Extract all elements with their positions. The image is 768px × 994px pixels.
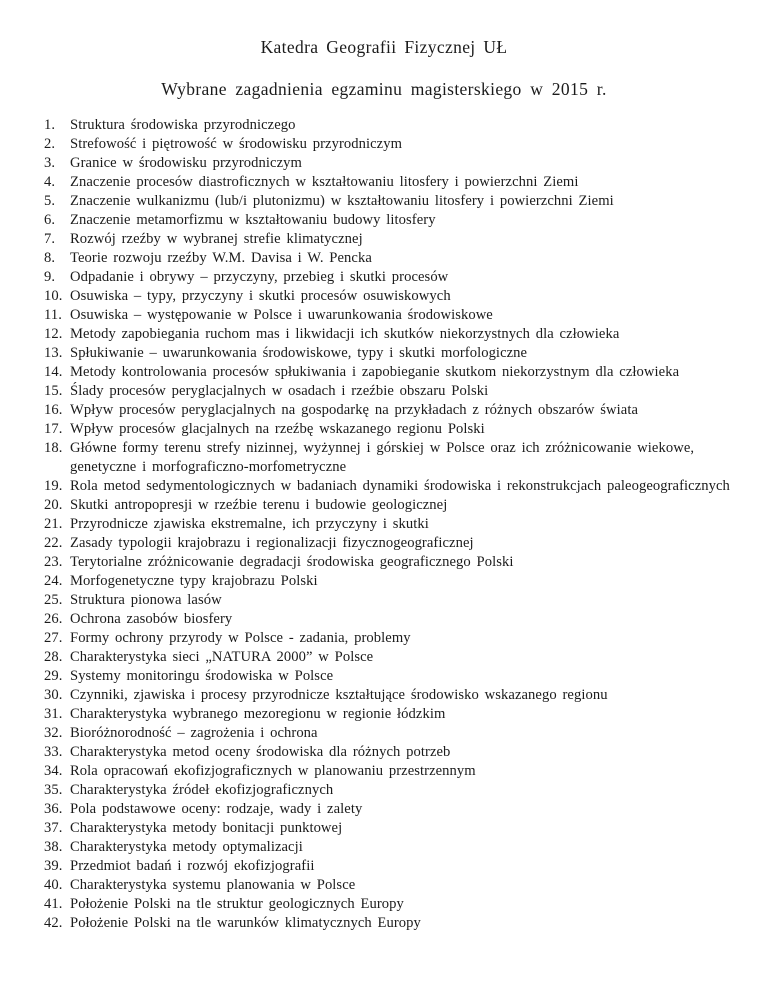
item-number: 13.: [44, 345, 63, 361]
list-item: [44, 762, 742, 781]
list-item: [44, 211, 742, 230]
item-text: Charakterystyka metod oceny środowiska dla różnych potrzeb: [70, 744, 451, 760]
list-item: [44, 724, 742, 743]
item-text: Charakterystyka wybranego mezoregionu w regionie łódzkim: [70, 706, 446, 722]
item-text: Przyrodnicze zjawiska ekstremalne, ich przyczyny i skutki: [70, 516, 429, 532]
item-text: Charakterystyka systemu planowania w Polsce: [70, 877, 356, 893]
item-number: 17.: [44, 421, 63, 437]
item-text: Ochrona zasobów biosfery: [70, 611, 233, 627]
list-item: [44, 857, 742, 876]
item-text: Czynniki, zjawiska i procesy przyrodnicze kształtujące środowisko wskazanego regionu: [70, 687, 608, 703]
item-text: Strefowość i piętrowość w środowisku przyrodniczym: [70, 136, 403, 152]
item-text: Przedmiot badań i rozwój ekofizjografii: [70, 858, 315, 874]
list-item: [44, 876, 742, 895]
item-number: 37.: [44, 820, 63, 836]
list-item: [44, 667, 742, 686]
item-number: 30.: [44, 687, 63, 703]
item-text: Wpływ procesów glacjalnych na rzeźbę wskazanego regionu Polski: [70, 421, 485, 437]
list-item: [44, 401, 742, 420]
item-number: 42.: [44, 915, 63, 931]
list-item: [44, 382, 742, 401]
list-item: [44, 420, 742, 439]
item-text: Odpadanie i obrywy – przyczyny, przebieg i skutki procesów: [70, 269, 449, 285]
item-text: Rola opracowań ekofizjograficznych w planowaniu przestrzennym: [70, 763, 476, 779]
item-number: 38.: [44, 839, 63, 855]
item-number: 36.: [44, 801, 63, 817]
list-item: [44, 268, 742, 287]
item-number: 14.: [44, 364, 63, 380]
item-text: Położenie Polski na tle warunków klimatycznych Europy: [70, 915, 421, 931]
item-number: 40.: [44, 877, 63, 893]
item-number: 26.: [44, 611, 63, 627]
item-number: 7.: [44, 231, 56, 247]
item-number: 1.: [44, 117, 56, 133]
item-text: Zasady typologii krajobrazu i regionalizacji fizycznogeograficznej: [70, 535, 474, 551]
list-item: [44, 591, 742, 610]
list-item: [44, 629, 742, 648]
item-number: 22.: [44, 535, 63, 551]
item-number: 12.: [44, 326, 63, 342]
exam-topics-list: [44, 116, 742, 933]
list-item: [44, 154, 742, 173]
item-text: Systemy monitoringu środowiska w Polsce: [70, 668, 334, 684]
list-item: [44, 325, 742, 344]
list-item: [44, 800, 742, 819]
item-text: Położenie Polski na tle struktur geologicznych Europy: [70, 896, 404, 912]
item-number: 31.: [44, 706, 63, 722]
list-item: [44, 534, 742, 553]
item-number: 10.: [44, 288, 63, 304]
item-number: 18.: [44, 440, 63, 456]
list-item: [44, 135, 742, 154]
item-text: Metody zapobiegania ruchom mas i likwidacji ich skutków niekorzystnych dla człowieka: [70, 326, 620, 342]
item-number: 39.: [44, 858, 63, 874]
list-item: [44, 838, 742, 857]
item-number: 15.: [44, 383, 63, 399]
item-text: Metody kontrolowania procesów spłukiwania i zapobieganie skutkom niekorzystnym dla człowieka: [70, 364, 680, 380]
list-item: [44, 781, 742, 800]
item-number: 41.: [44, 896, 63, 912]
item-text: Struktura środowiska przyrodniczego: [70, 117, 296, 133]
item-number: 27.: [44, 630, 63, 646]
item-text: Pola podstawowe oceny: rodzaje, wady i zalety: [70, 801, 363, 817]
item-text: Skutki antropopresji w rzeźbie terenu i budowie geologicznej: [70, 497, 448, 513]
item-text: Formy ochrony przyrody w Polsce - zadania, problemy: [70, 630, 411, 646]
item-number: 6.: [44, 212, 56, 228]
list-item: [44, 686, 742, 705]
item-text: Główne formy terenu strefy nizinnej, wyżynnej i górskiej w Polsce oraz ich zróżnicowanie wiekowe, genetyczne i morfograficzno-morfometryczne: [70, 440, 695, 475]
list-item: [44, 895, 742, 914]
list-item: [44, 249, 742, 268]
list-item: [44, 439, 742, 477]
item-number: 29.: [44, 668, 63, 684]
item-text: Osuwiska – występowanie w Polsce i uwarunkowania środowiskowe: [70, 307, 493, 323]
list-item: [44, 553, 742, 572]
document-subtitle: Wybrane zagadnienia egzaminu magisterskiego w 2015 r.: [161, 79, 607, 99]
list-item: [44, 496, 742, 515]
item-text: Rozwój rzeźby w wybranej strefie klimatycznej: [70, 231, 363, 247]
list-item: [44, 363, 742, 382]
item-text: Ślady procesów peryglacjalnych w osadach i rzeźbie obszaru Polski: [70, 383, 489, 399]
item-number: 11.: [44, 307, 62, 323]
item-text: Rola metod sedymentologicznych w badaniach dynamiki środowiska i rekonstrukcjach paleogeograficznych: [70, 478, 730, 494]
item-text: Teorie rozwoju rzeźby W.M. Davisa i W. Pencka: [70, 250, 372, 266]
item-text: Znaczenie metamorfizmu w kształtowaniu budowy litosfery: [70, 212, 436, 228]
item-text: Terytorialne zróżnicowanie degradacji środowiska geograficznego Polski: [70, 554, 514, 570]
list-item: [44, 819, 742, 838]
item-number: 28.: [44, 649, 63, 665]
item-number: 20.: [44, 497, 63, 513]
item-number: 34.: [44, 763, 63, 779]
list-item: [44, 192, 742, 211]
list-item: [44, 648, 742, 667]
item-number: 33.: [44, 744, 63, 760]
list-item: [44, 116, 742, 135]
item-text: Charakterystyka źródeł ekofizjograficznych: [70, 782, 334, 798]
list-item: [44, 477, 742, 496]
list-item: [44, 572, 742, 591]
list-item: [44, 705, 742, 724]
document-title: Katedra Geografii Fizycznej UŁ: [260, 37, 508, 57]
item-text: Charakterystyka metody optymalizacji: [70, 839, 303, 855]
item-number: 8.: [44, 250, 56, 266]
item-text: Charakterystyka sieci „NATURA 2000” w Polsce: [70, 649, 374, 665]
list-item: [44, 230, 742, 249]
item-number: 19.: [44, 478, 63, 494]
item-number: 32.: [44, 725, 63, 741]
item-number: 25.: [44, 592, 63, 608]
item-number: 23.: [44, 554, 63, 570]
item-text: Osuwiska – typy, przyczyny i skutki procesów osuwiskowych: [70, 288, 451, 304]
item-text: Wpływ procesów peryglacjalnych na gospodarkę na przykładach z różnych obszarów świata: [70, 402, 639, 418]
list-item: [44, 306, 742, 325]
item-text: Morfogenetyczne typy krajobrazu Polski: [70, 573, 318, 589]
item-number: 21.: [44, 516, 63, 532]
item-text: Granice w środowisku przyrodniczym: [70, 155, 302, 171]
item-text: Znaczenie wulkanizmu (lub/i plutonizmu) w kształtowaniu litosfery i powierzchni Ziemi: [70, 193, 614, 209]
item-number: 16.: [44, 402, 63, 418]
item-number: 4.: [44, 174, 56, 190]
item-number: 2.: [44, 136, 56, 152]
item-text: Spłukiwanie – uwarunkowania środowiskowe, typy i skutki morfologiczne: [70, 345, 528, 361]
list-item: [44, 287, 742, 306]
item-number: 35.: [44, 782, 63, 798]
item-number: 3.: [44, 155, 56, 171]
list-item: [44, 743, 742, 762]
list-item: [44, 610, 742, 629]
item-text: Charakterystyka metody bonitacji punktowej: [70, 820, 343, 836]
list-item: [44, 344, 742, 363]
item-text: Struktura pionowa lasów: [70, 592, 222, 608]
item-number: 5.: [44, 193, 56, 209]
item-text: Bioróżnorodność – zagrożenia i ochrona: [70, 725, 318, 741]
item-number: 24.: [44, 573, 63, 589]
item-text: Znaczenie procesów diastroficznych w kształtowaniu litosfery i powierzchni Ziemi: [70, 174, 579, 190]
item-number: 9.: [44, 269, 56, 285]
list-item: [44, 914, 742, 933]
list-item: [44, 515, 742, 534]
list-item: [44, 173, 742, 192]
